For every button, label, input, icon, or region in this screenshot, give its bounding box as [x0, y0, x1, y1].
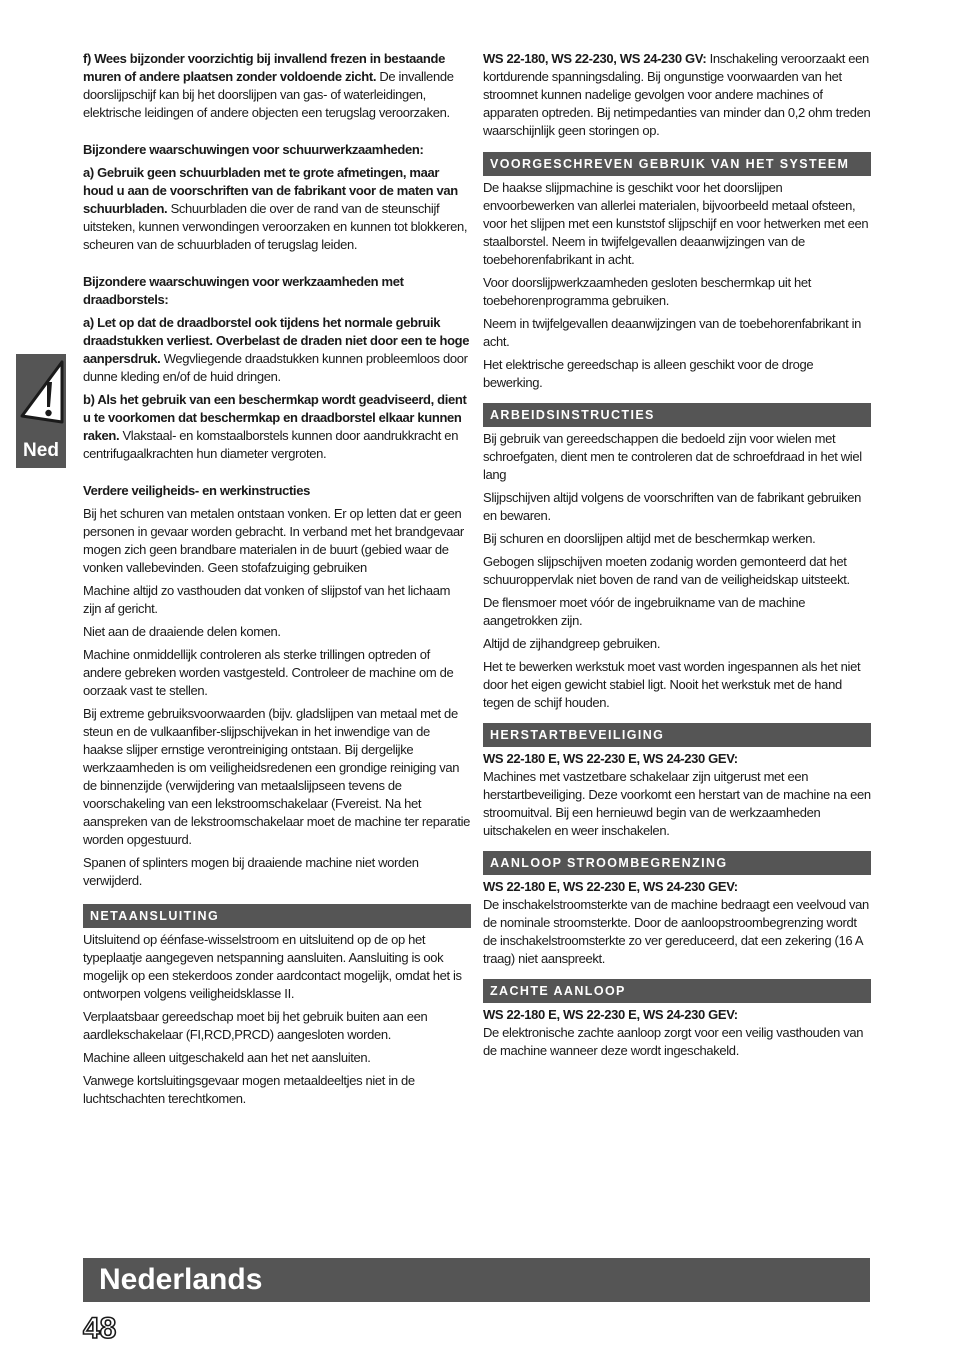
further-paragraph: Bij extreme gebruiksvoorwaarden (bijv. gladslijpen van metaal met de steun en de vulkaanfiber-slijpschijvekan in het inwendige van de haakse slijper ernstige verontreiniging ontstaan. Bij dergelijke werkzaamheden is om veiligheidsredenen een grondige reiniging van de binnenzijde (verwijdering van metaalslijpseen tevens de voorschakeling van een lekstroomschakelaar (Fvereist. Na het aanspreken van de lekstroomschakelaar moet de machine ter reparatie worden opgestuurd. — [83, 706, 470, 847]
sanding-warning-a — [83, 164, 471, 254]
mains-paragraph: Machine alleen uitgeschakeld aan het net aansluiten. — [83, 1050, 371, 1065]
further-paragraph: Bij het schuren van metalen ontstaan vonken. Er op letten dat er geen personen in gevaar worden gebracht. In verband met het brandgevaar mogen zich geen brandbare materialen in de buurt (gebied waar de vonken vallebevinden. Geen stofafzuiging gebruiken — [83, 506, 464, 575]
work-instruction-paragraph: Slijpschijven altijd volgens de voorschriften van de fabrikant gebruiken en bewaren. — [483, 490, 862, 523]
intended-use-paragraph: Voor doorslijpwerkzaamheden gesloten beschermkap uit het toebehorenprogramma gebruiken. — [483, 275, 811, 308]
work-instruction-paragraph: Gebogen slijpschijven moeten zodanig worden gemonteerd dat het schuuroppervlak niet boven de rand van de veiligheidskap uitsteekt. — [483, 554, 850, 587]
sanding-warnings-heading: Bijzondere waarschuwingen voor schuurwerkzaamheden: — [83, 142, 424, 157]
wire-brush-warning-b-text: Vlakstaal- en komstaalborstels kunnen door aandrukkracht en centrifugaalkrachten hun diameter vergroten. — [83, 428, 459, 461]
warning-language-tab — [16, 354, 66, 468]
restart-protection-section-title: HERSTARTBEVEILIGING — [483, 723, 871, 747]
restart-text: Machines met vastzetbare schakelaar zijn uitgerust met een herstartbeveiliging. Deze voorkomt een herstart van de machine na een stroomuitval. Bij een hernieuwd begin van de werkzaamheden uitschakelen en weer inschakelen. — [483, 769, 871, 838]
mains-paragraph: Verplaatsbaar gereedschap moet bij het gebruik buiten aan een aardlekschakelaar (FI,RCD,PRCD) aangesloten worden. — [83, 1009, 428, 1042]
inrush-models: WS 22-180 E, WS 22-230 E, WS 24-230 GEV: — [483, 879, 738, 894]
work-instruction-paragraph: Bij gebruik van gereedschappen die bedoeld zijn voor wielen met schroefgaten, dient men te controleren dat de schroefdraad in het wiel lang — [483, 431, 862, 482]
mains-paragraph: Vanwege kortsluitingsgevaar mogen metaaldeeltjes niet in de luchtschachten terechtkomen. — [83, 1073, 415, 1106]
language-footer-bar — [83, 1258, 870, 1302]
soft-start-models: WS 22-180 E, WS 22-230 E, WS 24-230 GEV: — [483, 1007, 738, 1022]
restart-models: WS 22-180 E, WS 22-230 E, WS 24-230 GEV: — [483, 751, 738, 766]
wire-brush-warnings-heading: Bijzondere waarschuwingen voor werkzaamheden met draadborstels: — [83, 274, 404, 307]
warning-f-text: De invallende doorslijpschijf kan bij het doorslijpen van gas- of waterleidingen, elektrische leidingen of andere objecten een terugslag veroorzaken. — [83, 69, 454, 120]
warning-f — [83, 50, 471, 122]
work-instruction-paragraph: Bij schuren en doorslijpen altijd met de beschermkap werken. — [483, 531, 816, 546]
language-code-label: Ned — [23, 440, 59, 461]
left-column — [83, 50, 471, 1113]
mains-connection-section-title: NETAANSLUITING — [83, 904, 471, 928]
gv-models-bold: WS 22-180, WS 22-230, WS 24-230 GV: — [483, 51, 707, 66]
work-instructions-section-title: ARBEIDSINSTRUCTIES — [483, 403, 871, 427]
right-column — [483, 50, 871, 1065]
warning-f-bold: f) Wees bijzonder voorzichtig bij invallend frezen in bestaande muren of andere plaatsen zonder voldoende zicht. — [83, 51, 445, 84]
inrush-current-limiting-section-title: AANLOOP STROOMBEGRENZING — [483, 851, 871, 875]
wire-brush-warning-a-text: Wegvliegende draadstukken kunnen probleemloos door dunne kleding en/of de huid dringen. — [83, 351, 468, 384]
wire-brush-warning-b — [83, 391, 471, 463]
gv-models-text: Inschakeling veroorzaakt een kortdurende spanningsdaling. Bij ongunstige voorwaarden van het stroomnet kunnen nadelige gevolgen voor andere machines of apparaten optreden. Bij netimpedanties van minder dan 0,2 ohm treden waarschijnlijk geen storingen op. — [483, 51, 871, 138]
work-instruction-paragraph: Altijd de zijhandgreep gebruiken. — [483, 636, 661, 651]
intended-use-paragraph: De haakse slijpmachine is geschikt voor het doorslijpen envoorbewerken van allerlei materialen, bijvoorbeeld metaal ofsteen, voor het slijpen met een kunststof slijpschijf en voor hetwerken met een staalborstel. Neem in twijfelgevallen deaanwijzingen van de toebehorenfabrikant in acht. — [483, 180, 869, 267]
page-number: 48 — [83, 1312, 117, 1345]
further-paragraph: Machine onmiddellijk controleren als sterke trillingen optreden of andere gebreken worden vastgesteld. Controleer de machine om de oorzaak vast te stellen. — [83, 647, 454, 698]
warning-triangle-icon — [16, 358, 66, 436]
wire-brush-warning-b-bold: b) Als het gebruik van een beschermkap wordt geadviseerd, dient u te voorkomen dat beschermkap en draadborstel elkaar kunnen raken. — [83, 392, 467, 443]
wire-brush-warning-a — [83, 314, 471, 386]
mains-paragraph: Uitsluitend op éénfase-wisselstroom en uitsluitend op de op het typeplaatje aangegeven netspanning aansluiten. Aansluiting is ook mogelijk op een stekerdoos zonder aardcontact mogelijk, omdat het is ontworpen volgens veiligheidsklasse II. — [83, 932, 462, 1001]
work-instruction-paragraph: De flensmoer moet vóór de ingebruikname van de machine aangetrokken zijn. — [483, 595, 806, 628]
inrush-text: De inschakelstroomsterkte van de machine bedraagt een veelvoud van de nominale stroomsterkte. Door de aanloopstroombegrenzing wordt de inschakelstroomsterkte zo ver gereduceerd, dat een zekering (16 A traag) niet aanspreekt. — [483, 897, 869, 966]
further-instructions-heading: Verdere veiligheids- en werkinstructies — [83, 483, 310, 498]
intended-use-section-title: VOORGESCHREVEN GEBRUIK VAN HET SYSTEEM — [483, 152, 871, 176]
sanding-warning-a-text: Schuurbladen die over de rand van de steunschijf uitsteken, kunnen verwondingen veroorzaken en kunnen tot blokkeren, scheuren van de schuurbladen of terugslag leiden. — [83, 201, 468, 252]
intended-use-paragraph: Neem in twijfelgevallen deaanwijzingen van de toebehorenfabrikant in acht. — [483, 316, 862, 349]
footer-language-title: Nederlands — [99, 1263, 263, 1296]
wire-brush-warning-a-bold: a) Let op dat de draadborstel ook tijdens het normale gebruik draadstukken verliest. Overbelast de draden niet door een te hoge aanpersdruk. — [83, 315, 470, 366]
gv-models-note — [483, 50, 871, 140]
work-instruction-paragraph: Het te bewerken werkstuk moet vast worden ingespannen als het niet door het eigen gewicht stabiel ligt. Nooit het werkstuk met de hand tegen de schijf houden. — [483, 659, 861, 710]
soft-start-text: De elektronische zachte aanloop zorgt voor een veilig vasthouden van de machine wanneer deze wordt ingeschakeld. — [483, 1025, 864, 1058]
further-paragraph: Machine altijd zo vasthouden dat vonken of slijpstof van het lichaam zijn af gericht. — [83, 583, 451, 616]
further-paragraph: Spanen of splinters mogen bij draaiende machine niet worden verwijderd. — [83, 855, 419, 888]
soft-start-section-title: ZACHTE AANLOOP — [483, 979, 871, 1003]
sanding-warning-a-bold: a) Gebruik geen schuurbladen met te grote afmetingen, maar houd u aan de voorschriften van de fabrikant voor de maten van schuurbladen. — [83, 165, 458, 216]
intended-use-paragraph: Het elektrische gereedschap is alleen geschikt voor de droge bewerking. — [483, 357, 814, 390]
further-paragraph: Niet aan de draaiende delen komen. — [83, 624, 281, 639]
